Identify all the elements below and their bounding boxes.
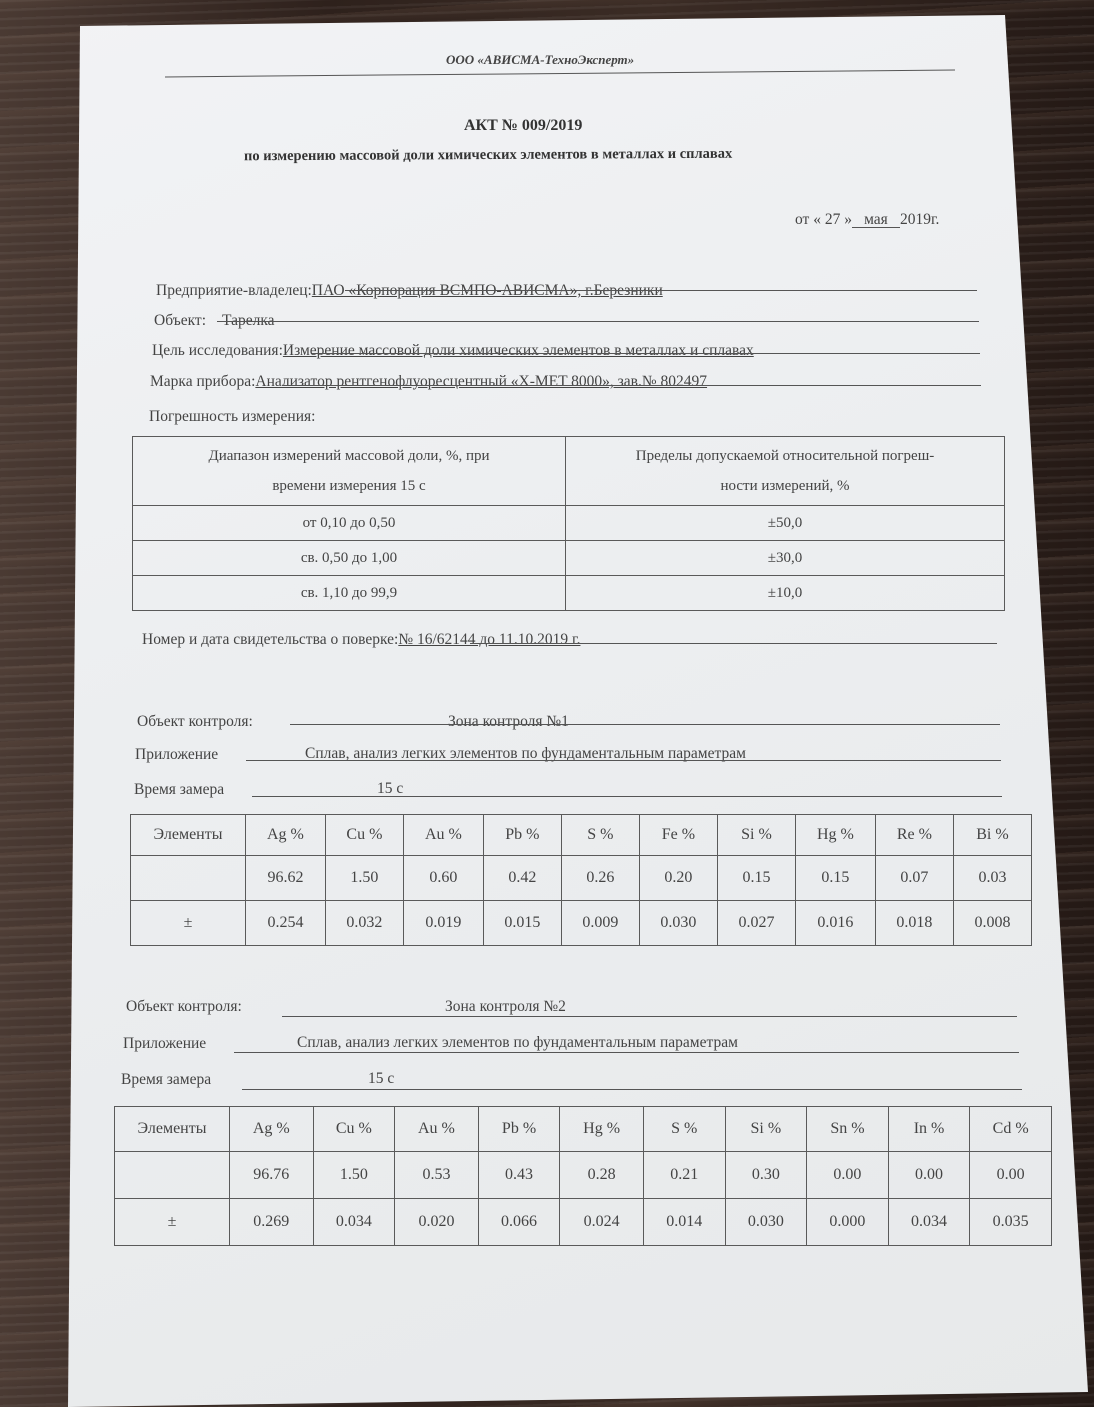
date-year: 2019г. [899, 211, 940, 228]
field-purpose [152, 342, 754, 360]
value-cell: 1.50 [313, 1152, 395, 1199]
zone2-app-label: Приложение [123, 1035, 207, 1052]
field-underline [252, 796, 1002, 797]
value-cell: 0.07 [875, 856, 953, 901]
table-row [133, 437, 1005, 506]
error-cell: 0.009 [561, 901, 639, 946]
certificate-label: Номер и дата свидетельства о поверке: [142, 631, 399, 648]
limit-cell: ±50,0 [566, 506, 1005, 541]
header-text: времени измерения 15 с [272, 478, 426, 494]
value-cell: 0.03 [953, 856, 1031, 901]
value-cell: 0.42 [483, 856, 561, 901]
error-cell: 0.066 [478, 1199, 560, 1246]
field-label: Объект: [154, 312, 206, 329]
value-cell: 0.53 [395, 1152, 479, 1199]
element-header: Pb % [483, 815, 561, 856]
zone2-object-value: Зона контроля №2 [445, 998, 566, 1015]
range-cell: св. 1,10 до 99,9 [133, 576, 566, 611]
element-header: Hg % [795, 815, 875, 856]
value-cell: 0.30 [725, 1152, 807, 1199]
field-underline [470, 643, 997, 644]
table-row [115, 1107, 1052, 1152]
value-cell: 0.26 [561, 856, 639, 901]
zone1-object-value: Зона контроля №1 [448, 713, 569, 730]
element-header: S % [561, 815, 639, 856]
table-row [131, 901, 1032, 946]
field-label: Предприятие-владелец: [156, 282, 312, 299]
error-cell: 0.018 [875, 901, 953, 946]
element-header: Fe % [639, 815, 717, 856]
zone2-results-table [114, 1106, 1052, 1246]
value-cell: 0.15 [717, 856, 795, 901]
error-cell: 0.032 [325, 901, 403, 946]
limit-cell: ±30,0 [566, 541, 1005, 576]
table-header-cell [566, 437, 1005, 506]
value-cell: 0.60 [403, 856, 483, 901]
zone2-app-value: Сплав, анализ легких элементов по фундаментальным параметрам [297, 1034, 738, 1051]
range-cell: от 0,10 до 0,50 [133, 506, 566, 541]
element-header: Sn % [807, 1107, 889, 1152]
value-cell: 0.00 [888, 1152, 970, 1199]
element-header: Au % [403, 815, 483, 856]
header-text: Пределы допускаемой относительной погреш- [635, 448, 935, 464]
zone1-time-label: Время замера [134, 781, 225, 798]
error-cell: 0.034 [313, 1199, 395, 1246]
element-header: Ag % [230, 1107, 314, 1152]
error-cell: 0.000 [807, 1199, 889, 1246]
element-header: Pb % [478, 1107, 560, 1152]
field-owner [156, 282, 663, 300]
table-row [133, 506, 1005, 541]
element-header: In % [888, 1107, 970, 1152]
error-cell: 0.254 [246, 901, 326, 946]
error-cell: 0.014 [643, 1199, 725, 1246]
elements-header: Элементы [115, 1107, 230, 1152]
error-cell: 0.030 [725, 1199, 807, 1246]
element-header: Si % [725, 1107, 807, 1152]
error-cell: 0.008 [953, 901, 1031, 946]
field-underline [282, 1016, 1017, 1017]
element-header: Si % [717, 815, 795, 856]
zone2-time-label: Время замера [121, 1071, 212, 1088]
value-cell: 96.62 [246, 856, 326, 901]
zone1-results-table [130, 814, 1032, 946]
header-text: ности измерений, % [720, 478, 850, 494]
field-underline [290, 724, 1000, 725]
table-row [133, 541, 1005, 576]
field-device [150, 373, 707, 391]
element-header: Re % [875, 815, 953, 856]
field-value: Анализатор рентгенофлуоресцентный «X-MET 8000», зав.№ 802497 [255, 373, 708, 390]
element-header: Au % [395, 1107, 479, 1152]
error-cell: 0.020 [395, 1199, 479, 1246]
field-value: Тарелка [222, 312, 275, 329]
element-header: S % [643, 1107, 725, 1152]
value-cell: 1.50 [325, 856, 403, 901]
field-value: ПАО «Корпорация ВСМПО-АВИСМА», г.Березники [311, 282, 663, 299]
value-cell: 96.76 [230, 1152, 314, 1199]
values-row-label [131, 856, 246, 901]
element-header: Hg % [560, 1107, 644, 1152]
value-cell: 0.28 [560, 1152, 644, 1199]
element-header: Bi % [953, 815, 1031, 856]
error-limits-table [132, 436, 1005, 611]
value-cell: 0.00 [970, 1152, 1052, 1199]
value-cell: 0.00 [807, 1152, 889, 1199]
field-label: Цель исследования: [152, 342, 283, 359]
errors-row-label: ± [115, 1199, 230, 1246]
date-day: от « 27 » [795, 211, 852, 228]
range-cell: св. 0,50 до 1,00 [133, 541, 566, 576]
element-header: Ag % [246, 815, 326, 856]
error-cell: 0.027 [717, 901, 795, 946]
organization-header: ООО «АВИСМА-ТехноЭксперт» [446, 52, 635, 67]
zone1-time-value: 15 с [377, 780, 404, 797]
zone1-object-label: Объект контроля: [137, 713, 253, 730]
field-underline [283, 385, 981, 386]
field-underline [246, 760, 1001, 761]
field-value: Измерение массовой доли химических элементов в металлах и сплавах [282, 342, 754, 359]
error-cell: 0.030 [639, 901, 717, 946]
table-row [115, 1152, 1052, 1199]
table-row [133, 576, 1005, 611]
table-header-cell [133, 437, 566, 506]
error-cell: 0.269 [230, 1199, 314, 1246]
field-label: Марка прибора: [150, 373, 256, 390]
value-cell: 0.43 [478, 1152, 560, 1199]
elements-header: Элементы [131, 815, 246, 856]
error-cell: 0.024 [560, 1199, 644, 1246]
zone2-time-value: 15 с [368, 1070, 395, 1087]
value-cell: 0.15 [795, 856, 875, 901]
certificate-value: № 16/62144 до 11.10.2019 г. [398, 631, 581, 648]
error-cell: 0.034 [888, 1199, 970, 1246]
table-row [131, 815, 1032, 856]
act-date [795, 211, 939, 229]
value-cell: 0.21 [643, 1152, 725, 1199]
element-header: Cu % [313, 1107, 395, 1152]
values-row-label [115, 1152, 230, 1199]
value-cell: 0.20 [639, 856, 717, 901]
error-cell: 0.019 [403, 901, 483, 946]
date-month: мая [852, 213, 900, 228]
table-row [115, 1199, 1052, 1246]
error-cell: 0.015 [483, 901, 561, 946]
field-underline [234, 1052, 1019, 1053]
field-underline [242, 1089, 1022, 1090]
act-subtitle: по измерению массовой доли химических элементов в металлах и сплавах [243, 145, 733, 165]
errors-row-label: ± [131, 901, 246, 946]
certificate-line [142, 631, 580, 649]
error-cell: 0.035 [970, 1199, 1052, 1246]
header-text: Диапазон измерений массовой доли, %, при [208, 448, 490, 464]
error-cell: 0.016 [795, 901, 875, 946]
zone2-object-label: Объект контроля: [126, 998, 242, 1015]
field-underline [345, 290, 977, 291]
zone1-app-value: Сплав, анализ легких элементов по фундаментальным параметрам [305, 745, 746, 762]
element-header: Cd % [970, 1107, 1052, 1152]
element-header: Cu % [325, 815, 403, 856]
limit-cell: ±10,0 [566, 576, 1005, 611]
field-underline [312, 353, 980, 354]
act-title: АКТ № 009/2019 [464, 117, 583, 134]
table-row [131, 856, 1032, 901]
field-error-label: Погрешность измерения: [149, 408, 316, 425]
zone1-app-label: Приложение [135, 746, 219, 763]
field-underline [217, 321, 979, 322]
